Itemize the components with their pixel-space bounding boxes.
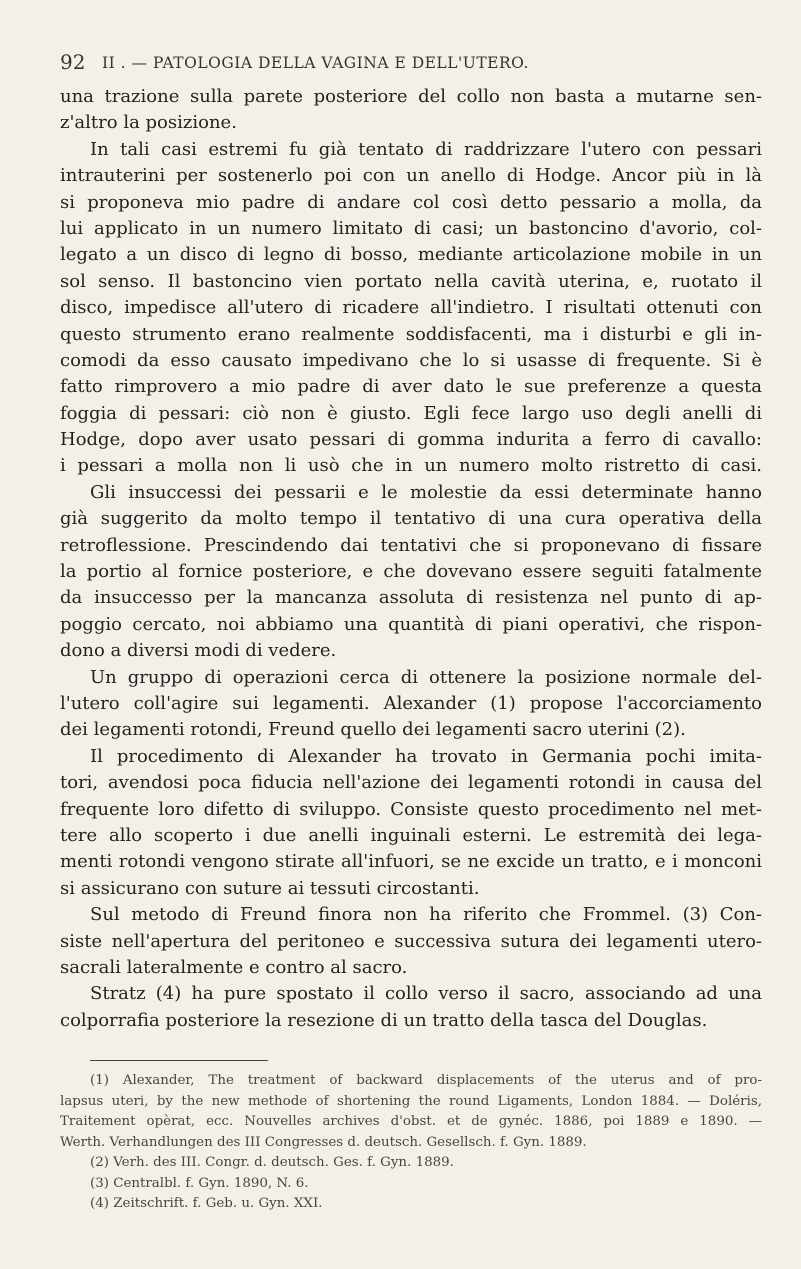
text-line: frequente loro difetto di sviluppo. Consiste questo procedimento nel met- — [60, 798, 762, 820]
text-line: In tali casi estremi fu già tentato di raddrizzare l'utero con pessari — [90, 138, 762, 160]
text-line: si proponeva mio padre di andare col così detto pessario a molla, da — [60, 191, 762, 213]
text-line: Il procedimento di Alexander ha trovato in Germania pochi imita- — [90, 745, 762, 767]
text-line: una trazione sulla parete posteriore del collo non basta a mutarne sen- — [60, 86, 762, 107]
page-header — [60, 50, 760, 76]
text-line: intrauterini per sostenerlo poi con un anello di Hodge. Ancor più in là — [60, 165, 762, 187]
running-title: II . — PATOLOGIA DELLA VAGINA E DELL'UTERO. — [102, 54, 529, 72]
text-line: i pessari a molla non li usò che in un numero molto ristretto di casi. — [60, 455, 762, 477]
text-line: comodi da esso causato impedivano che lo si usasse di frequente. Si è — [60, 349, 762, 371]
text-line: Stratz (4) ha pure spostato il collo verso il sacro, associando ad una — [90, 983, 762, 1005]
text-line: si assicurano con suture ai tessuti circostanti. — [60, 877, 480, 899]
footnote-separator — [90, 1060, 268, 1061]
text-line: foggia di pessari: ciò non è giusto. Egli fece largo uso degli anelli di — [60, 402, 762, 424]
footnote-line: lapsus uteri, by the new methode of shortening the round Ligaments, London 1884. — Doléris, — [60, 1093, 762, 1109]
text-line: tori, avendosi poca fiducia nell'azione dei legamenti rotondi in causa del — [60, 772, 762, 794]
page-number: 92 — [60, 50, 86, 74]
text-line: dono a diversi modi di vedere. — [60, 640, 337, 662]
text-line: disco, impedisce all'utero di ricadere all'indietro. I risultati ottenuti con — [60, 297, 762, 319]
text-line: Hodge, dopo aver usato pessari di gomma indurita a ferro di cavallo: — [60, 429, 762, 451]
footnotes — [60, 1071, 762, 1215]
footnote-line: Werth. Verhandlungen des III Congresses d. deutsch. Gesellsch. f. Gyn. 1889. — [60, 1134, 587, 1150]
text-line: tere allo scoperto i due anelli inguinali esterni. Le estremità dei lega- — [60, 824, 762, 846]
footnote-line: (1) Alexander, The treatment of backward displacements of the uterus and of pro- — [90, 1073, 762, 1088]
text-line: da insuccesso per la mancanza assoluta di resistenza nel punto di ap- — [60, 587, 762, 609]
text-line: legato a un disco di legno di bosso, mediante articolazione mobile in un — [60, 244, 762, 266]
text-line: Sul metodo di Freund finora non ha riferito che Frommel. (3) Con- — [90, 904, 762, 926]
text-line: la portio al fornice posteriore, e che dovevano essere seguiti fatalmente — [60, 561, 762, 583]
text-line: dei legamenti rotondi, Freund quello dei legamenti sacro uterini (2). — [60, 719, 686, 741]
text-line: siste nell'apertura del peritoneo e successiva sutura dei legamenti utero- — [60, 930, 762, 952]
text-line: fatto rimprovero a mio padre di aver dato le sue preferenze a questa — [60, 376, 762, 398]
footnote-line: (4) Zeitschrift. f. Geb. u. Gyn. XXI. — [90, 1196, 323, 1211]
text-line: già suggerito da molto tempo il tentativo di una cura operativa della — [60, 508, 762, 530]
text-line: sol senso. Il bastoncino vien portato nella cavità uterina, e, ruotato il — [60, 270, 762, 292]
text-line: poggio cercato, noi abbiamo una quantità di piani operativi, che rispon- — [60, 613, 762, 635]
text-line: Gli insuccessi dei pessarii e le molestie da essi determinate hanno — [90, 481, 762, 503]
text-line: retroflessione. Prescindendo dai tentativi che si proponevano di fissare — [60, 534, 762, 556]
text-line: lui applicato in un numero limitato di casi; un bastoncino d'avorio, col- — [60, 217, 762, 239]
text-line: sacrali lateralmente e contro al sacro. — [60, 956, 408, 978]
footnote-line: (2) Verh. des III. Congr. d. deutsch. Ges. f. Gyn. 1889. — [90, 1155, 454, 1170]
text-line: Un gruppo di operazioni cerca di ottenere la posizione normale del- — [90, 666, 762, 688]
text-line: menti rotondi vengono stirate all'infuori, se ne excide un tratto, e i monconi — [60, 851, 762, 873]
text-line: z'altro la posizione. — [60, 112, 237, 134]
body-text — [60, 84, 762, 1034]
text-line: questo strumento erano realmente soddisfacenti, ma i disturbi e gli in- — [60, 323, 762, 345]
text-line: colporrafia posteriore la resezione di un tratto della tasca del Douglas. — [60, 1009, 708, 1031]
footnote-line: Traitement opèrat, ecc. Nouvelles archives d'obst. et de gynéc. 1886, poi 1889 e 1890. — — [60, 1114, 762, 1129]
footnote-line: (3) Centralbl. f. Gyn. 1890, N. 6. — [90, 1175, 309, 1191]
text-line: l'utero coll'agire sui legamenti. Alexander (1) propose l'accorciamento — [60, 692, 762, 714]
